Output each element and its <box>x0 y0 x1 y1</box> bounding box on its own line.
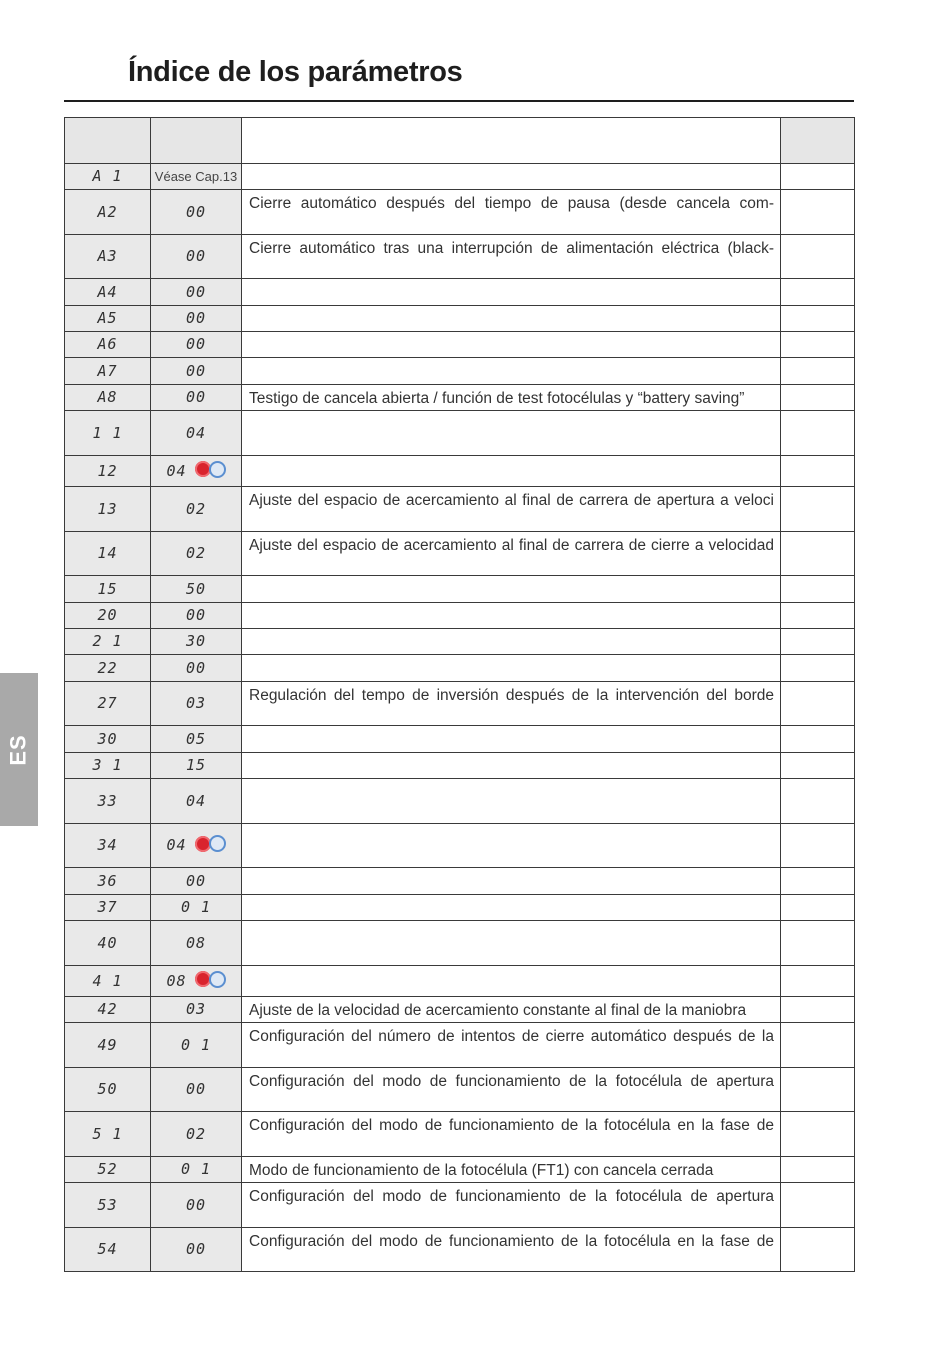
description-cell <box>242 824 781 868</box>
parameter-code-cell <box>65 235 151 279</box>
description-cell <box>242 966 781 997</box>
extra-cell <box>781 1228 855 1272</box>
parameter-description: Cierre automático después del tiempo de pausa (desde cancela com- <box>249 195 774 212</box>
parameter-code: 50 <box>97 1080 118 1098</box>
default-value-cell <box>151 603 242 629</box>
description-cell <box>242 629 781 655</box>
parameter-code-cell <box>65 753 151 779</box>
table-row <box>65 456 855 487</box>
parameter-code: A4 <box>97 282 118 301</box>
parameter-code-cell <box>65 1183 151 1228</box>
parameter-code-cell <box>65 997 151 1023</box>
table-row <box>65 966 855 997</box>
extra-cell <box>781 411 855 456</box>
parameters-table <box>64 117 855 1272</box>
extra-cell <box>781 824 855 868</box>
header-cell-description <box>242 118 781 164</box>
setting-icons <box>195 460 226 478</box>
extra-cell <box>781 1183 855 1228</box>
parameter-code: 30 <box>97 729 118 748</box>
default-value: 00 <box>185 361 207 380</box>
default-value-cell <box>151 532 242 576</box>
extra-cell <box>781 895 855 921</box>
default-value: 00 <box>185 388 207 406</box>
extra-cell <box>781 1112 855 1157</box>
extra-cell <box>781 306 855 332</box>
default-value-cell <box>151 487 242 532</box>
page-title: Índice de los parámetros <box>128 56 463 88</box>
parameter-code: 22 <box>97 658 118 677</box>
table-row <box>65 1228 855 1272</box>
extra-cell <box>781 235 855 279</box>
default-value: 02 <box>185 499 207 518</box>
extra-cell <box>781 1023 855 1068</box>
default-value-cell <box>151 306 242 332</box>
description-cell <box>242 655 781 682</box>
default-value: 04 <box>166 836 187 854</box>
parameter-code: 42 <box>97 1000 118 1018</box>
table-row <box>65 726 855 753</box>
extra-cell <box>781 1068 855 1112</box>
extra-cell <box>781 358 855 385</box>
description-cell <box>242 190 781 235</box>
parameter-code: A 1 <box>92 167 123 185</box>
default-value: 02 <box>185 1124 207 1143</box>
parameter-code-cell <box>65 411 151 456</box>
default-value: 04 <box>166 461 187 480</box>
parameter-code: 53 <box>97 1195 118 1214</box>
parameter-code: 13 <box>97 499 118 518</box>
parameter-code-cell <box>65 726 151 753</box>
parameter-code: 12 <box>97 461 118 480</box>
description-cell <box>242 753 781 779</box>
table-row <box>65 868 855 895</box>
parameter-code-cell <box>65 629 151 655</box>
table-row <box>65 1023 855 1068</box>
default-value: 04 <box>185 791 207 810</box>
default-value-cell <box>151 655 242 682</box>
parameter-code: 20 <box>97 606 118 624</box>
description-cell <box>242 1183 781 1228</box>
description-cell <box>242 576 781 603</box>
default-value-cell <box>151 164 242 190</box>
table-row <box>65 1157 855 1183</box>
default-value: 0 1 <box>180 1160 212 1178</box>
description-cell <box>242 895 781 921</box>
extra-cell <box>781 779 855 824</box>
default-value: 03 <box>185 1000 207 1018</box>
table-row <box>65 306 855 332</box>
header-cell-value <box>151 118 242 164</box>
default-value: 00 <box>185 247 207 265</box>
table-row <box>65 190 855 235</box>
default-value-cell <box>151 921 242 966</box>
default-value-cell <box>151 358 242 385</box>
parameter-description: Cierre automático tras una interrupción de alimentación eléctrica (black- <box>249 240 774 257</box>
parameter-code-cell <box>65 576 151 603</box>
parameter-code: 27 <box>97 694 118 712</box>
extra-cell <box>781 332 855 358</box>
table-row <box>65 411 855 456</box>
parameter-code: A3 <box>97 247 118 265</box>
default-value-cell <box>151 966 242 997</box>
parameter-code-cell <box>65 1228 151 1272</box>
parameter-code-cell <box>65 279 151 306</box>
default-value-cell <box>151 1112 242 1157</box>
table-row <box>65 753 855 779</box>
table-row <box>65 997 855 1023</box>
default-value: 00 <box>185 1195 207 1214</box>
table-row <box>65 895 855 921</box>
table-row <box>65 1112 855 1157</box>
table-row <box>65 576 855 603</box>
parameter-code-cell <box>65 603 151 629</box>
parameter-code-cell <box>65 385 151 411</box>
table-row <box>65 603 855 629</box>
parameter-code: 37 <box>97 898 118 916</box>
description-cell <box>242 1112 781 1157</box>
extra-cell <box>781 966 855 997</box>
parameter-code: 49 <box>97 1035 118 1054</box>
default-value-cell <box>151 279 242 306</box>
parameter-code-cell <box>65 164 151 190</box>
description-cell <box>242 358 781 385</box>
description-cell <box>242 603 781 629</box>
default-value: 30 <box>185 632 207 650</box>
parameter-code-cell <box>65 1157 151 1183</box>
description-cell <box>242 306 781 332</box>
default-value: 04 <box>185 423 207 442</box>
parameter-code: 36 <box>97 871 118 890</box>
description-cell <box>242 921 781 966</box>
extra-cell <box>781 576 855 603</box>
parameter-description: Regulación del tempo de inversión después de la intervención del borde <box>249 687 774 704</box>
description-cell <box>242 1228 781 1272</box>
table-row <box>65 279 855 306</box>
table-row <box>65 532 855 576</box>
description-cell <box>242 385 781 411</box>
blue-gauge-icon <box>209 971 226 988</box>
parameter-code-cell <box>65 921 151 966</box>
extra-cell <box>781 753 855 779</box>
default-value: 00 <box>185 202 207 221</box>
default-value-cell <box>151 726 242 753</box>
parameter-description: Configuración del modo de funcionamiento de la fotocélula en la fase de <box>249 1233 774 1250</box>
description-cell <box>242 235 781 279</box>
default-value-cell <box>151 868 242 895</box>
parameter-code-cell <box>65 779 151 824</box>
extra-cell <box>781 629 855 655</box>
parameter-description: Ajuste del espacio de acercamiento al final de carrera de cierre a velocidad <box>249 537 774 554</box>
table-row <box>65 358 855 385</box>
description-cell <box>242 532 781 576</box>
description-cell <box>242 332 781 358</box>
extra-cell <box>781 868 855 895</box>
parameter-code: 14 <box>97 544 118 562</box>
default-value-cell <box>151 1183 242 1228</box>
parameter-code-cell <box>65 1112 151 1157</box>
parameter-code: 1 1 <box>92 423 123 442</box>
parameter-code: 3 1 <box>92 756 123 774</box>
blue-gauge-icon <box>209 835 226 852</box>
header-cell-code <box>65 118 151 164</box>
table-header-row <box>65 118 855 164</box>
parameter-code: 54 <box>97 1240 118 1258</box>
default-value: 02 <box>185 544 207 562</box>
parameter-description: Configuración del número de intentos de cierre automático después de la <box>249 1028 774 1045</box>
description-cell <box>242 456 781 487</box>
table-row <box>65 332 855 358</box>
extra-cell <box>781 1157 855 1183</box>
description-cell <box>242 1068 781 1112</box>
default-value-cell <box>151 411 242 456</box>
description-cell <box>242 279 781 306</box>
blue-gauge-icon <box>209 461 226 478</box>
extra-cell <box>781 164 855 190</box>
default-value: 03 <box>185 694 207 712</box>
setting-icons <box>195 970 226 988</box>
parameter-description: Configuración del modo de funcionamiento de la fotocélula en la fase de <box>249 1117 774 1134</box>
parameter-code-cell <box>65 487 151 532</box>
parameter-code: A8 <box>97 388 118 406</box>
table-row <box>65 682 855 726</box>
default-value-cell <box>151 456 242 487</box>
default-value-cell <box>151 997 242 1023</box>
language-tab-label: ES <box>5 733 31 766</box>
default-value-cell <box>151 1068 242 1112</box>
table-row <box>65 1068 855 1112</box>
extra-cell <box>781 997 855 1023</box>
default-value: 08 <box>185 933 207 952</box>
extra-cell <box>781 532 855 576</box>
header-cell-extra <box>781 118 855 164</box>
parameter-code-cell <box>65 655 151 682</box>
extra-cell <box>781 279 855 306</box>
table-row <box>65 629 855 655</box>
parameter-description: Configuración del modo de funcionamiento de la fotocélula de apertura <box>249 1073 774 1090</box>
default-value-cell <box>151 332 242 358</box>
parameter-code: 2 1 <box>92 632 123 650</box>
default-value: 08 <box>166 971 187 990</box>
default-value-cell <box>151 895 242 921</box>
table-row <box>65 824 855 868</box>
parameter-code-cell <box>65 1023 151 1068</box>
default-value: 00 <box>185 335 207 353</box>
table-row <box>65 779 855 824</box>
parameter-code-cell <box>65 358 151 385</box>
parameter-code-cell <box>65 456 151 487</box>
parameter-description: Ajuste de la velocidad de acercamiento constante al final de la maniobra <box>249 1002 747 1019</box>
description-cell <box>242 1023 781 1068</box>
parameter-code-cell <box>65 532 151 576</box>
extra-cell <box>781 385 855 411</box>
description-cell <box>242 779 781 824</box>
parameter-description: Modo de funcionamiento de la fotocélula (FT1) con cancela cerrada <box>249 1162 714 1179</box>
parameter-code: A6 <box>97 335 118 353</box>
title-divider <box>64 100 854 102</box>
table-row <box>65 487 855 532</box>
parameter-code-cell <box>65 1068 151 1112</box>
default-value: 00 <box>185 309 207 327</box>
description-cell <box>242 487 781 532</box>
table-row <box>65 1183 855 1228</box>
extra-cell <box>781 921 855 966</box>
extra-cell <box>781 603 855 629</box>
parameter-code: A5 <box>97 309 118 327</box>
parameter-code-cell <box>65 332 151 358</box>
parameter-code-cell <box>65 190 151 235</box>
table-row <box>65 164 855 190</box>
parameter-code: A2 <box>97 202 118 221</box>
default-value-cell <box>151 1228 242 1272</box>
parameter-code: A7 <box>97 361 118 380</box>
parameter-code-cell <box>65 895 151 921</box>
parameter-code-cell <box>65 868 151 895</box>
default-value: 00 <box>185 606 207 624</box>
parameter-code: 52 <box>97 1160 118 1178</box>
parameter-code: 33 <box>97 791 118 810</box>
description-cell <box>242 411 781 456</box>
table-row <box>65 385 855 411</box>
default-value-cell <box>151 753 242 779</box>
default-value-cell <box>151 629 242 655</box>
language-side-tab <box>0 673 38 826</box>
parameter-code-cell <box>65 682 151 726</box>
extra-cell <box>781 456 855 487</box>
extra-cell <box>781 655 855 682</box>
parameter-code: 34 <box>97 836 118 854</box>
default-value: 00 <box>185 658 207 677</box>
default-value-cell <box>151 385 242 411</box>
parameter-code: 4 1 <box>92 971 123 990</box>
parameter-code: 5 1 <box>92 1124 123 1143</box>
extra-cell <box>781 487 855 532</box>
parameter-description: Ajuste del espacio de acercamiento al final de carrera de apertura a veloci <box>249 492 774 509</box>
default-value: 00 <box>185 1080 207 1098</box>
default-value: 05 <box>185 729 207 748</box>
description-cell <box>242 868 781 895</box>
parameter-description: Configuración del modo de funcionamiento de la fotocélula de apertura <box>249 1188 774 1205</box>
default-value: 0 1 <box>180 898 212 916</box>
parameter-code: 15 <box>97 579 118 598</box>
description-cell <box>242 164 781 190</box>
default-value-cell <box>151 682 242 726</box>
default-value: 0 1 <box>180 1035 212 1054</box>
parameter-code-cell <box>65 824 151 868</box>
default-value-cell <box>151 779 242 824</box>
default-value-cell <box>151 576 242 603</box>
extra-cell <box>781 190 855 235</box>
setting-icons <box>195 835 226 853</box>
parameter-code-cell <box>65 966 151 997</box>
default-value-cell <box>151 824 242 868</box>
table-row <box>65 921 855 966</box>
extra-cell <box>781 682 855 726</box>
default-value: 00 <box>185 871 207 890</box>
default-value: 15 <box>185 756 207 774</box>
default-value-cell <box>151 190 242 235</box>
description-cell <box>242 682 781 726</box>
parameter-description: Testigo de cancela abierta / función de test fotocélulas y “battery saving” <box>249 390 745 407</box>
table-row <box>65 655 855 682</box>
description-cell <box>242 726 781 753</box>
default-value-cell <box>151 235 242 279</box>
parameter-code: 40 <box>97 933 118 952</box>
table-row <box>65 235 855 279</box>
default-value-cell <box>151 1023 242 1068</box>
default-value: Véase Cap.13 <box>154 168 238 184</box>
description-cell <box>242 1157 781 1183</box>
default-value: 00 <box>185 1240 207 1258</box>
default-value-cell <box>151 1157 242 1183</box>
default-value: 50 <box>185 579 207 598</box>
extra-cell <box>781 726 855 753</box>
description-cell <box>242 997 781 1023</box>
parameter-code-cell <box>65 306 151 332</box>
default-value: 00 <box>185 282 207 301</box>
